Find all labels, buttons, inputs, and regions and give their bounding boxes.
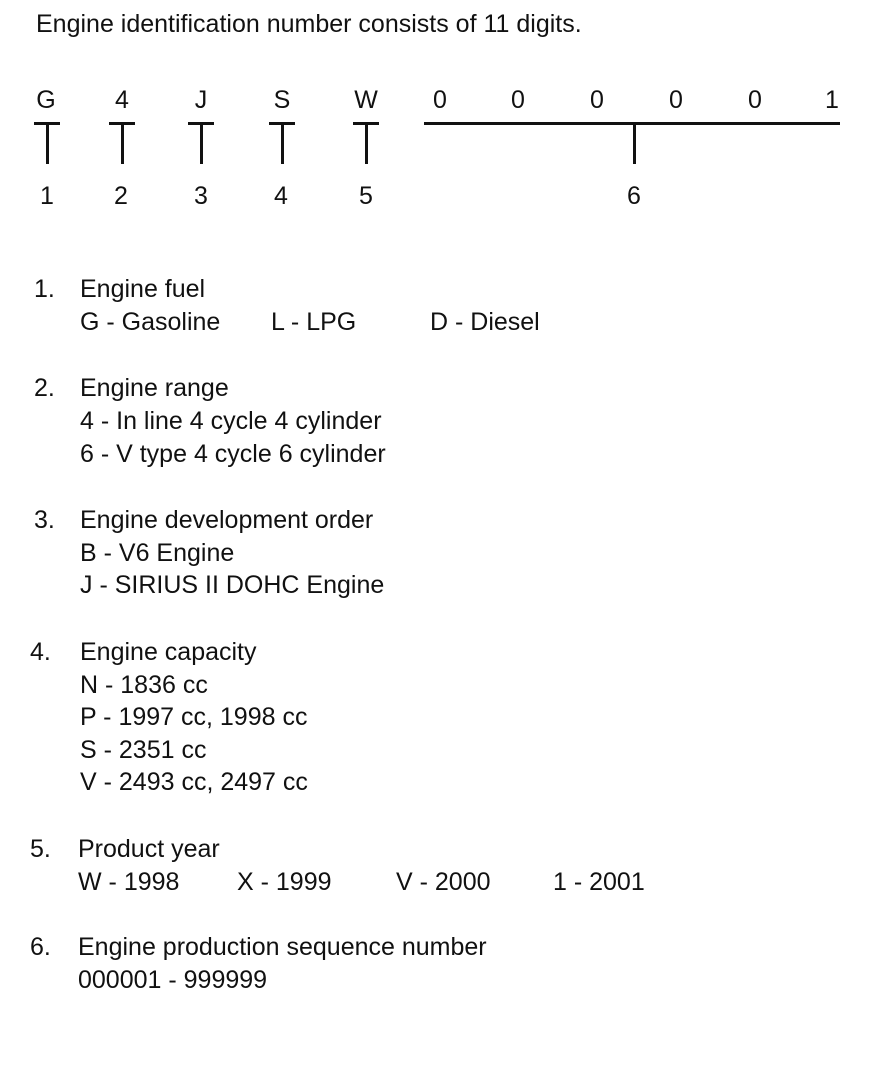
option-item: 000001 - 999999 bbox=[78, 966, 268, 994]
section-heading: Engine fuel bbox=[80, 275, 206, 303]
section-number: 2. bbox=[34, 374, 55, 402]
page-title: Engine identification number consists of 11 digits. bbox=[36, 10, 582, 38]
code-char-capacity: S bbox=[273, 86, 291, 114]
section-heading: Product year bbox=[78, 835, 220, 863]
section-heading: Engine development order bbox=[80, 506, 374, 534]
code-char-range: 4 bbox=[115, 86, 129, 114]
code-char-year: W bbox=[354, 86, 378, 114]
code-char-sequence: 1 bbox=[825, 86, 839, 114]
option-item: P - 1997 cc, 1998 cc bbox=[80, 703, 308, 731]
option-item: S - 2351 cc bbox=[80, 736, 207, 764]
option-item: B - V6 Engine bbox=[80, 539, 235, 567]
code-char-fuel: G bbox=[36, 86, 56, 114]
position-index: 4 bbox=[274, 182, 288, 210]
code-char-sequence: 0 bbox=[433, 86, 447, 114]
section-heading: Engine capacity bbox=[80, 638, 257, 666]
section-heading: Engine range bbox=[80, 374, 229, 402]
section-heading: Engine production sequence number bbox=[78, 933, 487, 961]
position-index: 1 bbox=[40, 182, 54, 210]
position-index: 6 bbox=[627, 182, 641, 210]
option-item: X - 1999 bbox=[237, 868, 332, 896]
position-index: 3 bbox=[194, 182, 208, 210]
option-item: G - Gasoline bbox=[80, 308, 221, 336]
option-item: 4 - In line 4 cycle 4 cylinder bbox=[80, 407, 382, 435]
section-number: 4. bbox=[30, 638, 51, 666]
code-char-sequence: 0 bbox=[669, 86, 683, 114]
code-char-sequence: 0 bbox=[511, 86, 525, 114]
option-item: W - 1998 bbox=[78, 868, 180, 896]
position-index: 2 bbox=[114, 182, 128, 210]
code-char-development: J bbox=[194, 86, 208, 114]
section-number: 1. bbox=[34, 275, 55, 303]
option-item: 6 - V type 4 cycle 6 cylinder bbox=[80, 440, 386, 468]
code-char-sequence: 0 bbox=[748, 86, 762, 114]
section-number: 5. bbox=[30, 835, 51, 863]
option-item: L - LPG bbox=[271, 308, 357, 336]
section-number: 6. bbox=[30, 933, 51, 961]
option-item: 1 - 2001 bbox=[553, 868, 645, 896]
code-char-sequence: 0 bbox=[590, 86, 604, 114]
section-number: 3. bbox=[34, 506, 55, 534]
option-item: V - 2493 cc, 2497 cc bbox=[80, 768, 308, 796]
option-item: N - 1836 cc bbox=[80, 671, 208, 699]
option-item: J - SIRIUS II DOHC Engine bbox=[80, 571, 385, 599]
position-index: 5 bbox=[359, 182, 373, 210]
option-item: V - 2000 bbox=[396, 868, 491, 896]
option-item: D - Diesel bbox=[430, 308, 540, 336]
